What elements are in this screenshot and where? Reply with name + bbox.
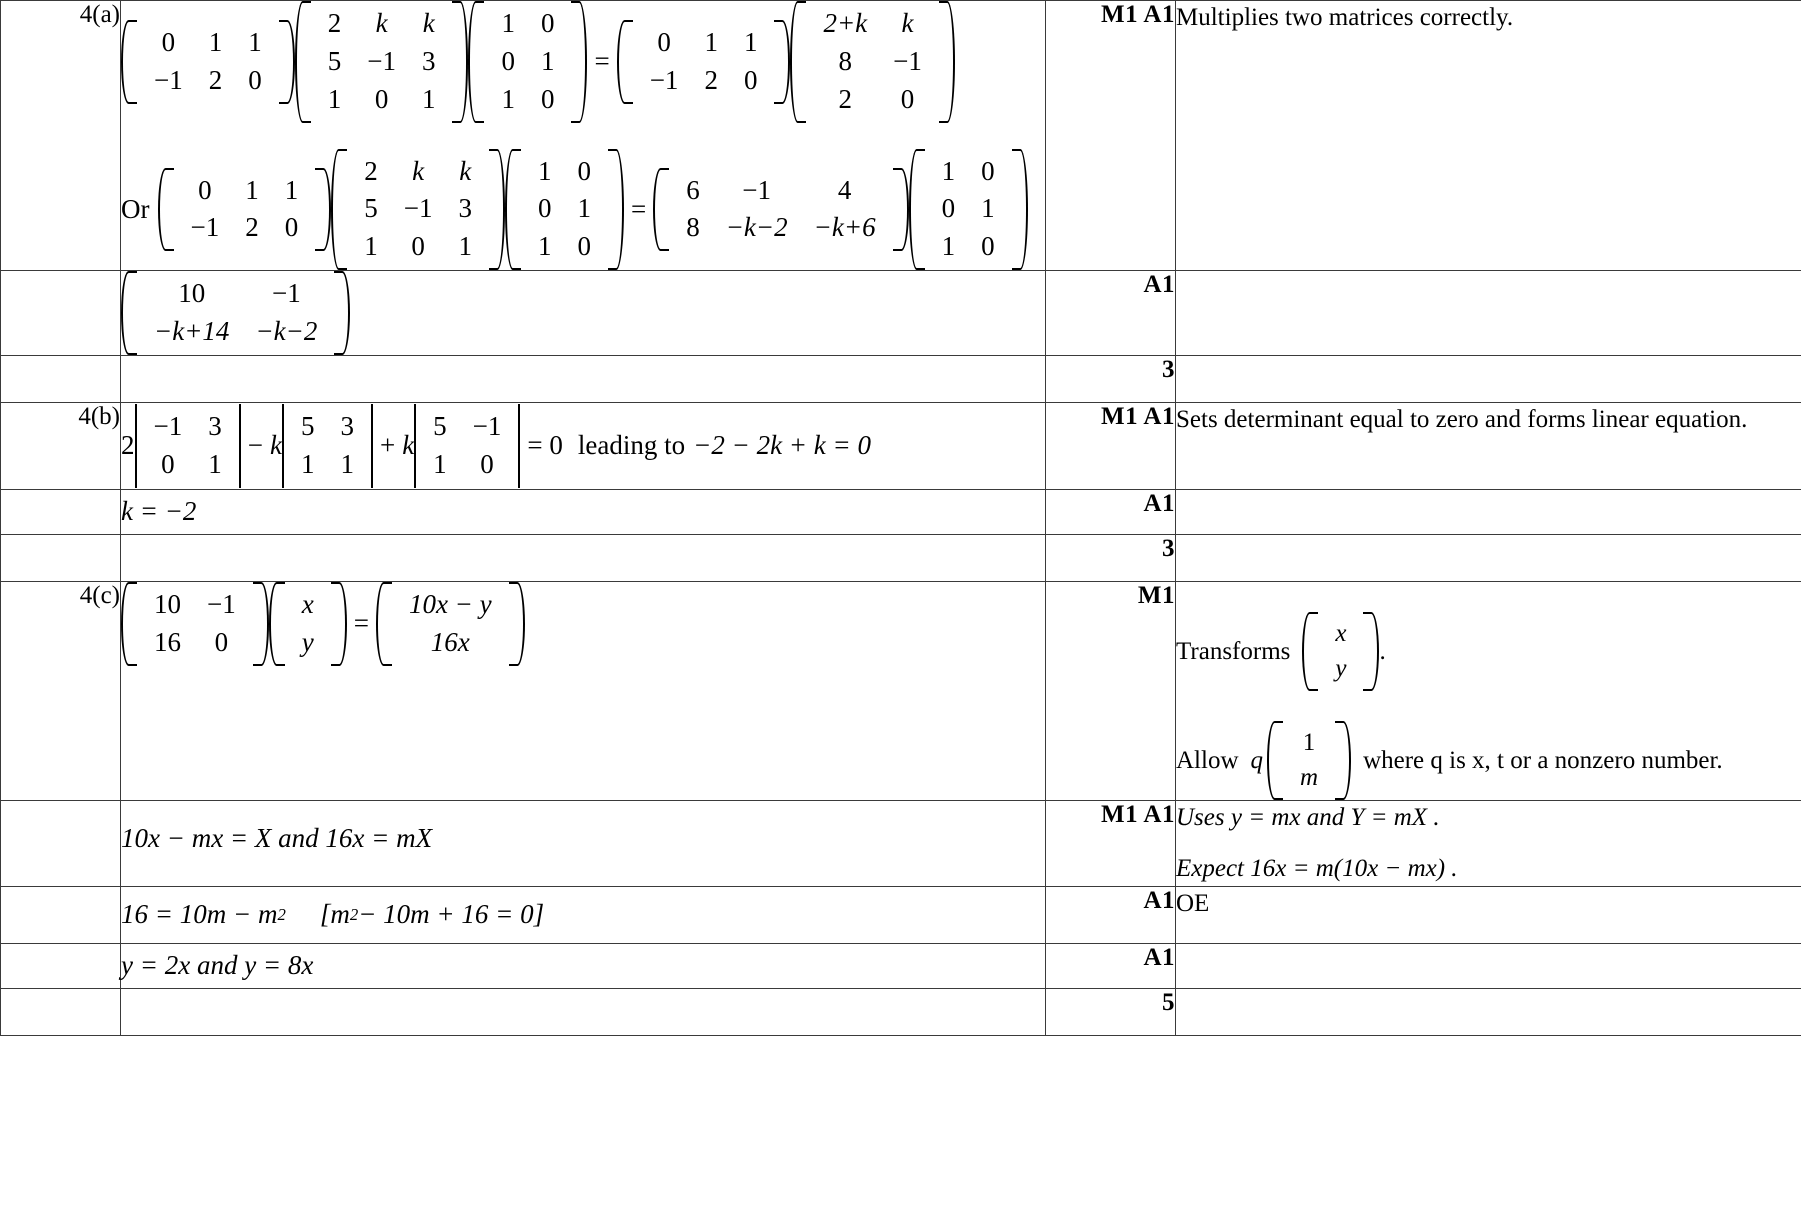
transform-matrix-grid: 10 −1 16 0 — [154, 588, 236, 657]
note-expect-line: Expect 16x = m(10x − mx) . — [1176, 855, 1458, 883]
equals-sign: = — [353, 608, 369, 639]
matrix-vector-equation — [121, 582, 1045, 666]
paren-left-icon — [505, 149, 521, 271]
equals-sign: = — [630, 193, 647, 224]
note-text: Multiplies two matrices correctly. — [1176, 4, 1514, 31]
answer-matrix-grid: 10 −1 −k+14 −k−2 — [154, 278, 318, 347]
coefficient-3: k — [402, 430, 415, 461]
paren-right-icon — [1363, 612, 1379, 691]
determinant-3 — [414, 404, 520, 488]
quadratic-row — [121, 887, 1045, 943]
matrix-E — [790, 1, 954, 123]
paren-left-icon — [790, 1, 806, 123]
note-uses-line: Uses y = mx and Y = mX . — [1176, 803, 1440, 831]
note-cell — [1176, 534, 1801, 581]
paren-left-icon — [269, 582, 285, 666]
paren-left-icon — [331, 149, 347, 271]
note-cell — [1176, 886, 1801, 943]
paren-left-icon — [468, 1, 484, 123]
paren-right-icon — [774, 20, 790, 104]
paren-right-icon — [253, 582, 269, 666]
table-row — [1, 988, 1801, 1035]
answer-text: k = −2 — [121, 496, 197, 527]
working-cell — [121, 800, 1046, 886]
determinant-2-grid: 5 3 1 1 — [300, 411, 354, 479]
det-equals-zero: = 0 — [527, 430, 563, 461]
question-label: 4(b) — [1, 402, 121, 489]
matrix-D2-grid: 6 −1 4 8 −k−2 −k+6 — [686, 174, 876, 243]
table-row — [1, 534, 1801, 581]
paren-right-icon — [1335, 721, 1351, 800]
answer-matrix-row — [121, 271, 1045, 355]
working-cell — [121, 581, 1046, 800]
leading-to-text: leading to — [577, 430, 686, 461]
paren-left-icon — [158, 168, 174, 252]
quadratic-left-exponent: 2 — [277, 905, 286, 924]
determinant-1 — [135, 404, 241, 488]
mark-cell: A1 — [1046, 271, 1176, 356]
note-cell — [1176, 943, 1801, 988]
paren-right-icon — [489, 149, 505, 271]
matrix-C-grid: 1 0 0 1 1 0 — [501, 8, 555, 114]
matrix-A-grid: 0 1 1 −1 2 0 — [154, 26, 262, 95]
determinant-1-grid: −1 3 0 1 — [153, 411, 222, 479]
question-label — [1, 534, 121, 581]
question-label — [1, 271, 121, 356]
paren-left-icon — [1267, 721, 1283, 800]
question-label — [1, 988, 121, 1035]
matrix-C2 — [505, 149, 624, 271]
answer-matrix — [121, 271, 350, 355]
equations-text: 10x − mx = X and 16x = mX — [121, 823, 433, 854]
paren-right-icon — [571, 1, 587, 123]
final-answer-text: y = 2x and y = 8x — [121, 950, 314, 981]
working-cell-blank — [121, 988, 1046, 1035]
matrix-D2 — [653, 168, 908, 252]
working-cell — [121, 271, 1046, 356]
mark-cell: A1 — [1046, 489, 1176, 534]
note-cell — [1176, 581, 1801, 800]
question-label — [1, 943, 121, 988]
table-row — [1, 581, 1801, 800]
paren-right-icon — [452, 1, 468, 123]
paren-left-icon — [121, 271, 137, 355]
matrix-E2-grid: 1 0 0 1 1 0 — [941, 155, 995, 262]
transform-matrix — [121, 582, 269, 666]
paren-right-icon — [608, 149, 624, 271]
matrix-B2-grid: 2 k k 5 −1 3 1 0 1 — [364, 155, 472, 262]
paren-right-icon — [279, 20, 295, 104]
paren-right-icon — [893, 168, 909, 252]
paren-right-icon — [939, 1, 955, 123]
working-cell — [121, 1, 1046, 271]
matrix-B2 — [331, 149, 505, 271]
quadratic-bracket-rest: − 10m + 16 = 0] — [358, 899, 545, 930]
paren-left-icon — [617, 20, 633, 104]
matrix-E-grid: 2+k k 8 −1 2 0 — [823, 8, 922, 114]
table-row — [1, 886, 1801, 943]
mark-total-cell: 3 — [1046, 534, 1176, 581]
note-cell — [1176, 800, 1801, 886]
table-row — [1, 355, 1801, 402]
matrix-equation-line-1 — [121, 1, 1045, 123]
working-cell-blank — [121, 355, 1046, 402]
note-text: OE — [1176, 889, 1210, 917]
mark-cell: M1 A1 — [1046, 1, 1176, 271]
equals-sign: = — [594, 46, 610, 77]
note-vector-1m-grid: 1 m — [1300, 728, 1319, 792]
quadratic-bracket-open: [m — [319, 899, 350, 930]
table-row — [1, 1, 1801, 271]
transforms-note — [1176, 612, 1801, 691]
determinant-equation — [121, 403, 1045, 489]
matrix-A — [121, 20, 295, 104]
allow-condition-text: where q is x, t or a nonzero number. — [1363, 746, 1723, 774]
note-vector-1m — [1267, 721, 1351, 800]
working-cell — [121, 886, 1046, 943]
result-vector — [376, 582, 525, 666]
note-text: Sets determinant equal to zero and forms linear equation. — [1176, 405, 1748, 433]
matrix-C2-grid: 1 0 0 1 1 0 — [537, 155, 591, 262]
matrix-A2-grid: 0 1 1 −1 2 0 — [190, 174, 299, 243]
paren-right-icon — [1012, 149, 1028, 271]
q-symbol: q — [1250, 746, 1263, 774]
note-cell — [1176, 988, 1801, 1035]
mark-cell: A1 — [1046, 886, 1176, 943]
period: . — [1379, 637, 1386, 665]
working-cell — [121, 489, 1046, 534]
note-vector-xy-grid: x y — [1335, 619, 1347, 683]
operator-minus: − — [247, 430, 263, 461]
mark-total-cell: 5 — [1046, 988, 1176, 1035]
mark-cell: M1 — [1046, 581, 1176, 800]
column-vector-xy-grid: x y — [301, 588, 314, 657]
note-cell — [1176, 489, 1801, 534]
allow-label: Allow — [1176, 746, 1239, 774]
table-row — [1, 800, 1801, 886]
working-cell — [121, 943, 1046, 988]
paren-left-icon — [121, 20, 137, 104]
note-cell — [1176, 355, 1801, 402]
table-row — [1, 271, 1801, 356]
determinant-2 — [282, 404, 373, 488]
matrix-D-grid: 0 1 1 −1 2 0 — [649, 26, 758, 95]
coefficient-2: k — [269, 430, 282, 461]
paren-left-icon — [295, 1, 311, 123]
paren-left-icon — [1302, 612, 1318, 691]
operator-plus: + — [379, 430, 396, 461]
paren-right-icon — [331, 582, 347, 666]
table-row — [1, 489, 1801, 534]
table-row — [1, 402, 1801, 489]
linear-equation: −2 − 2k + k = 0 — [693, 430, 871, 461]
coefficient-1: 2 — [121, 430, 135, 461]
matrix-B-grid: 2 k k 5 −1 3 1 0 1 — [327, 8, 436, 114]
transforms-label: Transforms — [1176, 637, 1291, 665]
mark-total-cell: 3 — [1046, 355, 1176, 402]
question-label: 4(a) — [1, 1, 121, 271]
paren-left-icon — [121, 582, 137, 666]
matrix-equation-line-2 — [121, 149, 1045, 271]
matrix-A2 — [158, 168, 332, 252]
table-row — [1, 943, 1801, 988]
column-vector-xy — [269, 582, 347, 666]
determinant-3-grid: 5 −1 1 0 — [433, 411, 502, 479]
matrix-B — [295, 1, 469, 123]
paren-left-icon — [909, 149, 925, 271]
matrix-D — [617, 20, 791, 104]
mark-cell: A1 — [1046, 943, 1176, 988]
note-cell — [1176, 271, 1801, 356]
matrix-C — [468, 1, 587, 123]
question-label — [1, 355, 121, 402]
note-vector-xy — [1302, 612, 1379, 691]
paren-right-icon — [334, 271, 350, 355]
paren-left-icon — [653, 168, 669, 252]
mark-cell: M1 A1 — [1046, 800, 1176, 886]
note-cell — [1176, 402, 1801, 489]
question-label: 4(c) — [1, 581, 121, 800]
note-cell — [1176, 1, 1801, 271]
quadratic-left: 16 = 10m − m — [121, 899, 278, 930]
working-cell — [121, 402, 1046, 489]
question-label — [1, 489, 121, 534]
mark-cell: M1 A1 — [1046, 402, 1176, 489]
paren-right-icon — [509, 582, 525, 666]
question-label — [1, 800, 121, 886]
allow-note — [1176, 721, 1801, 800]
working-cell-blank — [121, 534, 1046, 581]
matrix-E2 — [909, 149, 1028, 271]
result-vector-grid: 10x − y 16x — [408, 588, 492, 657]
paren-right-icon — [315, 168, 331, 252]
or-prefix: Or — [121, 193, 150, 224]
question-label — [1, 886, 121, 943]
paren-left-icon — [376, 582, 392, 666]
quadratic-bracket-exponent: 2 — [349, 905, 359, 924]
